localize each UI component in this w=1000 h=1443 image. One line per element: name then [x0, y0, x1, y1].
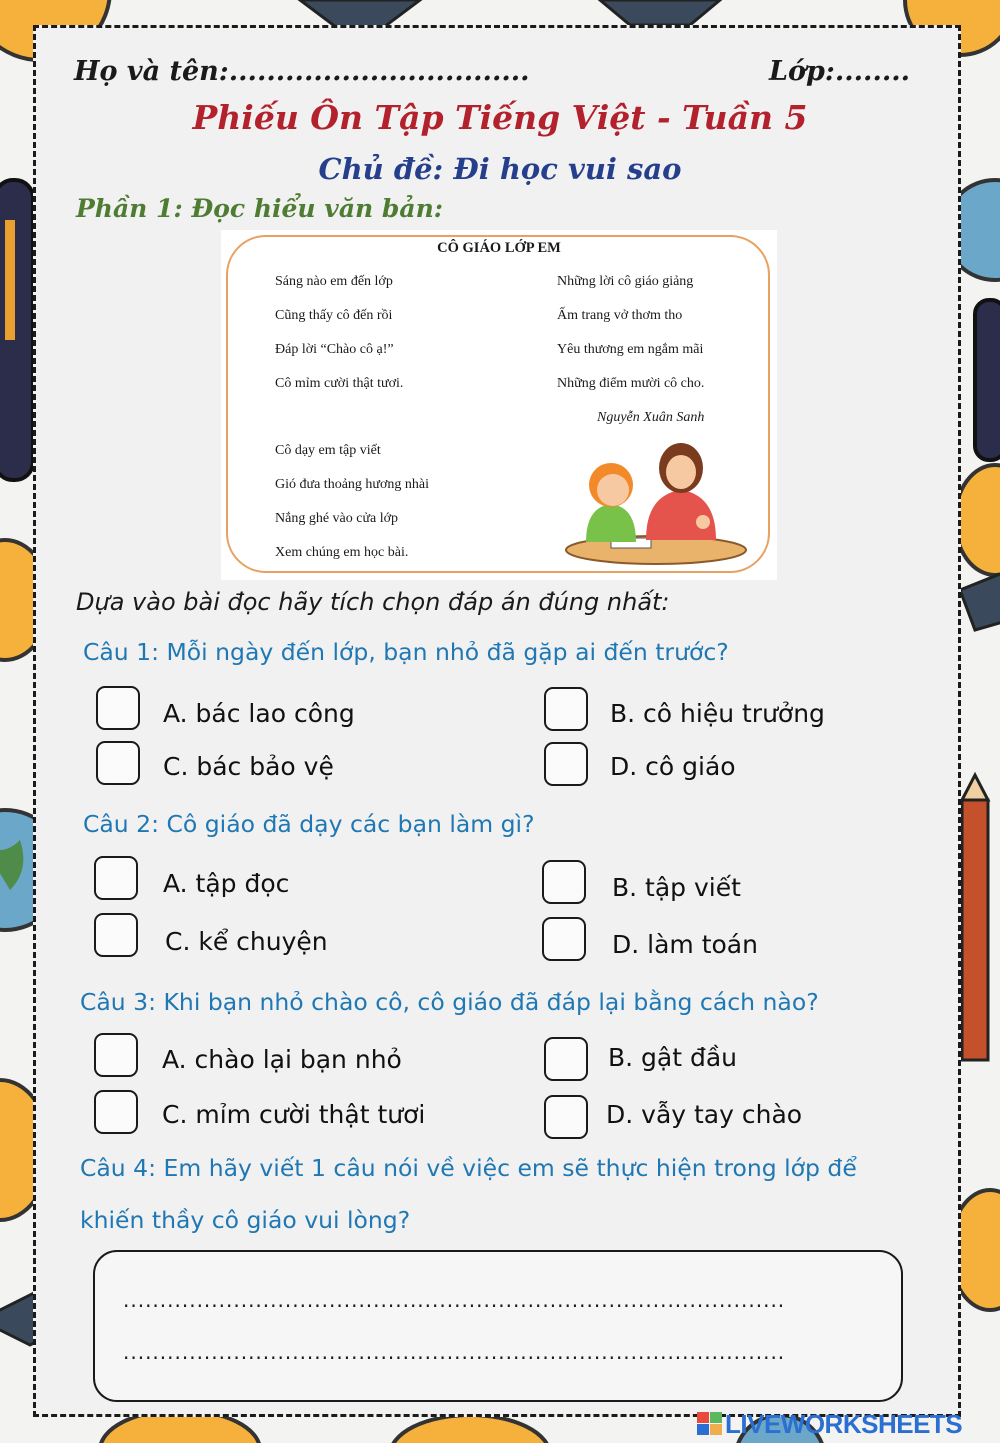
pen-icon: [975, 300, 1000, 460]
liveworksheets-logo-icon: [697, 1412, 723, 1436]
poem-title: CÔ GIÁO LỚP EM: [437, 240, 561, 256]
checkbox-q3-d[interactable]: [544, 1095, 588, 1139]
checkbox-q2-b[interactable]: [542, 860, 586, 904]
poem-author: Nguyễn Xuân Sanh: [597, 410, 705, 425]
poem-line: Gió đưa thoảng hương nhài: [275, 477, 429, 492]
checkbox-q3-a[interactable]: [94, 1033, 138, 1077]
checkbox-q3-c[interactable]: [94, 1090, 138, 1134]
poem-line: Cũng thấy cô đến rồi: [275, 308, 393, 323]
option-label: B. tập viết: [612, 873, 741, 902]
option-label: C. bác bảo vệ: [163, 752, 334, 781]
poem-line: Những điểm mười cô cho.: [557, 376, 705, 391]
poem-line: Nắng ghé vào cửa lớp: [275, 511, 399, 526]
poem-line: Đáp lời “Chào cô ạ!”: [275, 342, 394, 357]
pen-icon: [0, 180, 33, 480]
checkbox-q2-a[interactable]: [94, 856, 138, 900]
option-label: C. mỉm cười thật tươi: [162, 1100, 426, 1129]
worksheet-title: Phiếu Ôn Tập Tiếng Việt - Tuần 5: [192, 98, 808, 137]
student-name-label: Họ và tên:................................: [74, 56, 530, 87]
poem-card: [221, 230, 777, 580]
option-label: B. cô hiệu trưởng: [610, 699, 825, 728]
question-4-line1: Câu 4: Em hãy viết 1 câu nói về việc em sẽ thực hiện trong lớp để: [80, 1154, 857, 1182]
checkbox-q1-b[interactable]: [544, 687, 588, 731]
liveworksheets-logo: [697, 1409, 997, 1439]
option-label: A. tập đọc: [163, 869, 290, 898]
checkbox-q1-d[interactable]: [544, 742, 588, 786]
worksheet-subtitle: Chủ đề: Đi học vui sao: [318, 152, 682, 186]
checkbox-q1-a[interactable]: [96, 686, 140, 730]
checkbox-q2-c[interactable]: [94, 913, 138, 957]
class-label: Lớp:........: [769, 56, 911, 87]
option-label: D. vẫy tay chào: [606, 1100, 803, 1129]
question-3: Câu 3: Khi bạn nhỏ chào cô, cô giáo đã đáp lại bằng cách nào?: [80, 988, 819, 1016]
checkbox-q1-c[interactable]: [96, 741, 140, 785]
option-label: A. bác lao công: [163, 699, 355, 728]
teacher-student-illustration: [551, 430, 751, 570]
poem-line: Cô dạy em tập viết: [275, 443, 381, 458]
option-label: C. kể chuyện: [165, 927, 328, 956]
poem-line: Những lời cô giáo giảng: [557, 274, 694, 289]
question-4-line2: khiến thầy cô giáo vui lòng?: [80, 1206, 411, 1234]
option-label: D. cô giáo: [610, 752, 736, 781]
question-1: Câu 1: Mỗi ngày đến lớp, bạn nhỏ đã gặp ai đến trước?: [83, 638, 729, 666]
checkbox-q3-b[interactable]: [544, 1037, 588, 1081]
answer-line-2[interactable]: ..........................................................................................: [123, 1340, 786, 1364]
question-2: Câu 2: Cô giáo đã dạy các bạn làm gì?: [83, 810, 535, 838]
option-label: A. chào lại bạn nhỏ: [162, 1045, 402, 1074]
option-label: B. gật đầu: [608, 1043, 738, 1072]
poem-line: Yêu thương em ngắm mãi: [557, 342, 704, 357]
checkbox-q2-d[interactable]: [542, 917, 586, 961]
instruction-text: Dựa vào bài đọc hãy tích chọn đáp án đúng nhất:: [76, 588, 670, 616]
section-heading: Phần 1: Đọc hiểu văn bản:: [76, 194, 443, 223]
liveworksheets-wordmark: LIVEWORKSHEETS: [725, 1409, 963, 1439]
pencil-icon: [962, 775, 988, 1060]
answer-line-1[interactable]: ..........................................................................................: [123, 1288, 786, 1312]
answer-textarea[interactable]: [93, 1250, 903, 1402]
option-label: D. làm toán: [612, 930, 758, 959]
poem-line: Xem chúng em học bài.: [275, 545, 409, 560]
worksheet-page: [33, 25, 961, 1417]
poem-line: Ấm trang vở thơm tho: [557, 308, 683, 323]
poem-line: Sáng nào em đến lớp: [275, 274, 393, 289]
poem-line: Cô mỉm cười thật tươi.: [275, 376, 404, 391]
